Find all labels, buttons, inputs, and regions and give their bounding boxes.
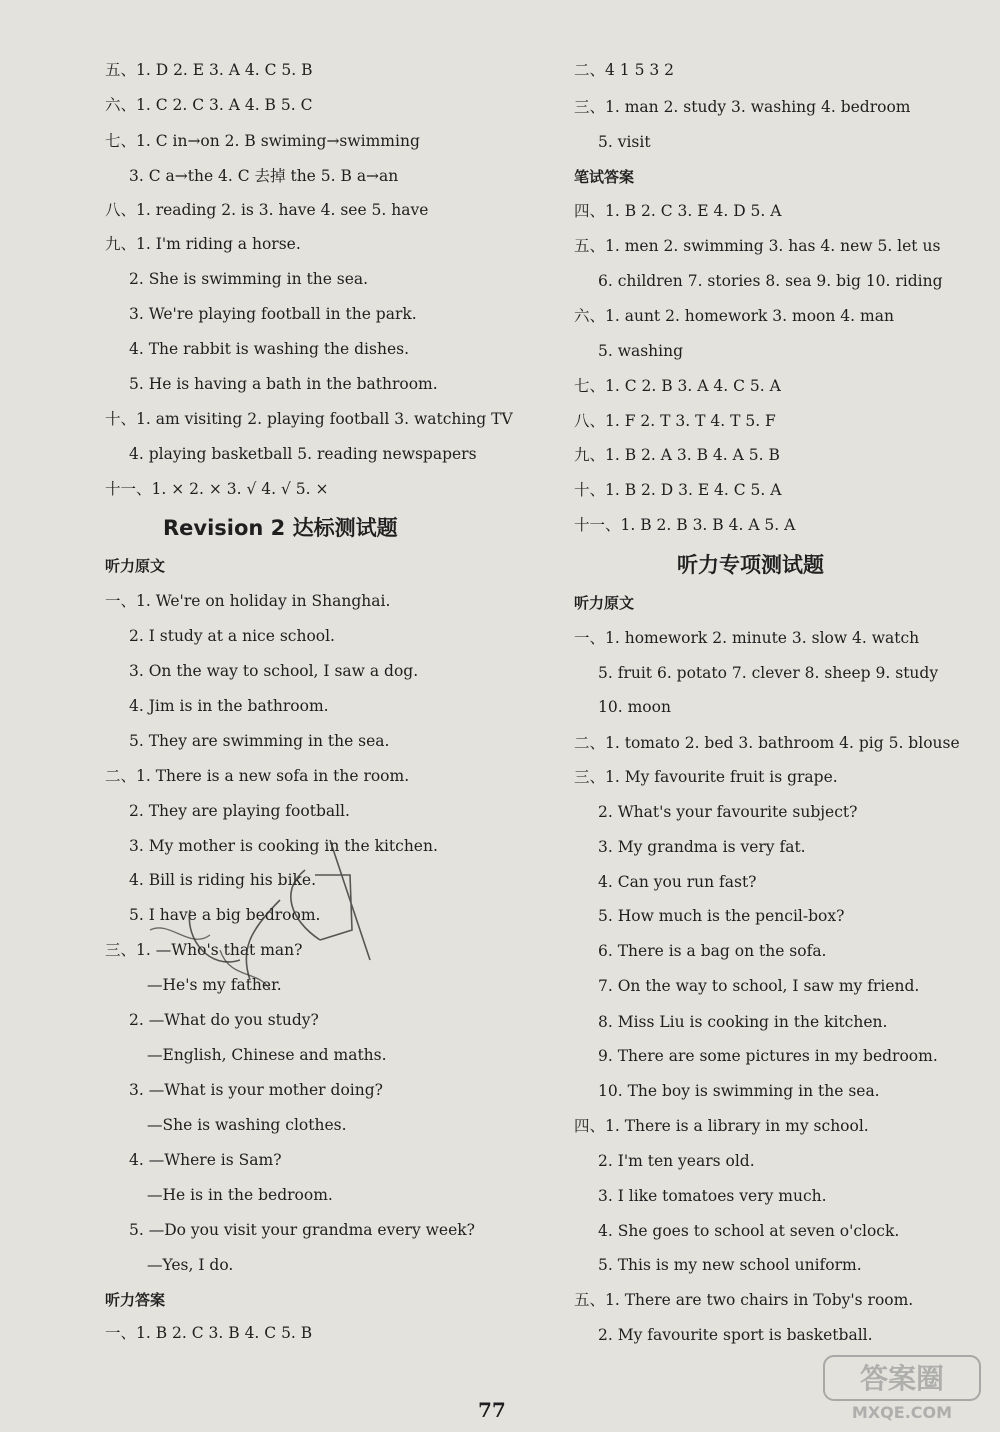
answer-line: 四、1. B 2. C 3. E 4. D 5. A	[574, 202, 782, 220]
answer-line: 二、4 1 5 3 2	[574, 61, 675, 79]
answer-line: 五、1. men 2. swimming 3. has 4. new 5. let us	[574, 237, 941, 255]
transcript-line: 一、1. We're on holiday in Shanghai.	[105, 592, 391, 610]
transcript-line: 5. They are swimming in the sea.	[129, 732, 390, 750]
transcript-line: 一、1. homework 2. minute 3. slow 4. watch	[574, 629, 920, 647]
subsection-title: 听力原文	[105, 557, 166, 575]
transcript-line: 2. What's your favourite subject?	[598, 803, 858, 821]
transcript-line: 4. She goes to school at seven o'clock.	[598, 1222, 900, 1240]
subsection-title: 听力原文	[574, 594, 635, 612]
watermark-badge-icon	[822, 1354, 982, 1424]
section-heading: Revision 2 达标测试题	[163, 516, 398, 540]
transcript-line: 10. The boy is swimming in the sea.	[598, 1082, 880, 1100]
transcript-line: 3. My grandma is very fat.	[598, 838, 806, 856]
transcript-line: —He's my father.	[147, 976, 282, 994]
transcript-line: —He is in the bedroom.	[147, 1186, 333, 1204]
transcript-line: 五、1. There are two chairs in Toby's room.	[574, 1291, 914, 1309]
transcript-line: 8. Miss Liu is cooking in the kitchen.	[598, 1013, 888, 1031]
answer-line: 九、1. B 2. A 3. B 4. A 5. B	[574, 446, 780, 464]
transcript-line: —She is washing clothes.	[147, 1116, 347, 1134]
transcript-line: 4. —Where is Sam?	[129, 1151, 282, 1169]
transcript-line: 5. I have a big bedroom.	[129, 906, 321, 924]
handwritten-scribble	[130, 830, 380, 1010]
answer-line: 六、1. C 2. C 3. A 4. B 5. C	[105, 96, 313, 114]
answer-line: 十一、1. B 2. B 3. B 4. A 5. A	[574, 516, 796, 534]
answer-line: 七、1. C 2. B 3. A 4. C 5. A	[574, 377, 781, 395]
section-heading: 听力专项测试题	[677, 553, 824, 577]
transcript-line: 5. How much is the pencil-box?	[598, 907, 845, 925]
transcript-line: 10. moon	[598, 698, 671, 716]
answer-line: 6. children 7. stories 8. sea 9. big 10. riding	[598, 272, 943, 290]
answer-line: 4. playing basketball 5. reading newspapers	[129, 445, 477, 463]
transcript-line: 三、1. —Who's that man?	[105, 941, 303, 959]
watermark-url: MXQE.COM	[851, 1403, 953, 1422]
transcript-line: 5. fruit 6. potato 7. clever 8. sheep 9. study	[598, 664, 939, 682]
answer-line: 5. He is having a bath in the bathroom.	[129, 375, 438, 393]
transcript-line: 二、1. There is a new sofa in the room.	[105, 767, 410, 785]
answer-line: 2. She is swimming in the sea.	[129, 270, 369, 288]
transcript-line: 3. I like tomatoes very much.	[598, 1187, 827, 1205]
transcript-line: 2. I'm ten years old.	[598, 1152, 755, 1170]
transcript-line: 3. My mother is cooking in the kitchen.	[129, 837, 438, 855]
subsection-title: 听力答案	[105, 1291, 166, 1309]
transcript-line: 4. Bill is riding his bike.	[129, 871, 317, 889]
subsection-title: 笔试答案	[574, 168, 635, 186]
transcript-line: 二、1. tomato 2. bed 3. bathroom 4. pig 5. blouse	[574, 734, 960, 752]
answer-line: 十、1. am visiting 2. playing football 3. watching TV	[105, 410, 513, 428]
transcript-line: 3. On the way to school, I saw a dog.	[129, 662, 419, 680]
page-number: 77	[478, 1398, 506, 1422]
answer-line: 五、1. D 2. E 3. A 4. C 5. B	[105, 61, 313, 79]
answer-line: 3. We're playing football in the park.	[129, 305, 417, 323]
watermark-text: 答案圈	[859, 1362, 945, 1395]
answer-line: 六、1. aunt 2. homework 3. moon 4. man	[574, 307, 894, 325]
transcript-line: 7. On the way to school, I saw my friend.	[598, 977, 920, 995]
transcript-line: —Yes, I do.	[147, 1256, 234, 1274]
transcript-line: 2. —What do you study?	[129, 1011, 319, 1029]
transcript-line: 2. My favourite sport is basketball.	[598, 1326, 873, 1344]
answer-line: 三、1. man 2. study 3. washing 4. bedroom	[574, 98, 911, 116]
transcript-line: 5. This is my new school uniform.	[598, 1256, 862, 1274]
answer-line: 十一、1. × 2. × 3. √ 4. √ 5. ×	[105, 480, 329, 498]
transcript-line: 9. There are some pictures in my bedroom.	[598, 1047, 938, 1065]
answer-line: 八、1. reading 2. is 3. have 4. see 5. have	[105, 201, 429, 219]
transcript-line: 4. Jim is in the bathroom.	[129, 697, 329, 715]
answer-line: 5. washing	[598, 342, 684, 360]
transcript-line: 6. There is a bag on the sofa.	[598, 942, 827, 960]
transcript-line: 四、1. There is a library in my school.	[574, 1117, 869, 1135]
transcript-line: 三、1. My favourite fruit is grape.	[574, 768, 838, 786]
answer-line: 七、1. C in→on 2. B swiming→swimming	[105, 132, 420, 150]
transcript-line: 2. They are playing football.	[129, 802, 350, 820]
transcript-line: 3. —What is your mother doing?	[129, 1081, 383, 1099]
transcript-line: 2. I study at a nice school.	[129, 627, 335, 645]
answer-line: 九、1. I'm riding a horse.	[105, 235, 301, 253]
answer-line: 3. C a→the 4. C 去掉 the 5. B a→an	[129, 167, 399, 185]
answer-line: 4. The rabbit is washing the dishes.	[129, 340, 409, 358]
answer-line: 一、1. B 2. C 3. B 4. C 5. B	[105, 1324, 313, 1342]
transcript-line: 4. Can you run fast?	[598, 873, 757, 891]
answer-line: 八、1. F 2. T 3. T 4. T 5. F	[574, 412, 776, 430]
transcript-line: 5. —Do you visit your grandma every week?	[129, 1221, 475, 1239]
answer-line: 十、1. B 2. D 3. E 4. C 5. A	[574, 481, 782, 499]
transcript-line: —English, Chinese and maths.	[147, 1046, 387, 1064]
answer-line: 5. visit	[598, 133, 651, 151]
watermark-logo	[822, 1354, 982, 1424]
